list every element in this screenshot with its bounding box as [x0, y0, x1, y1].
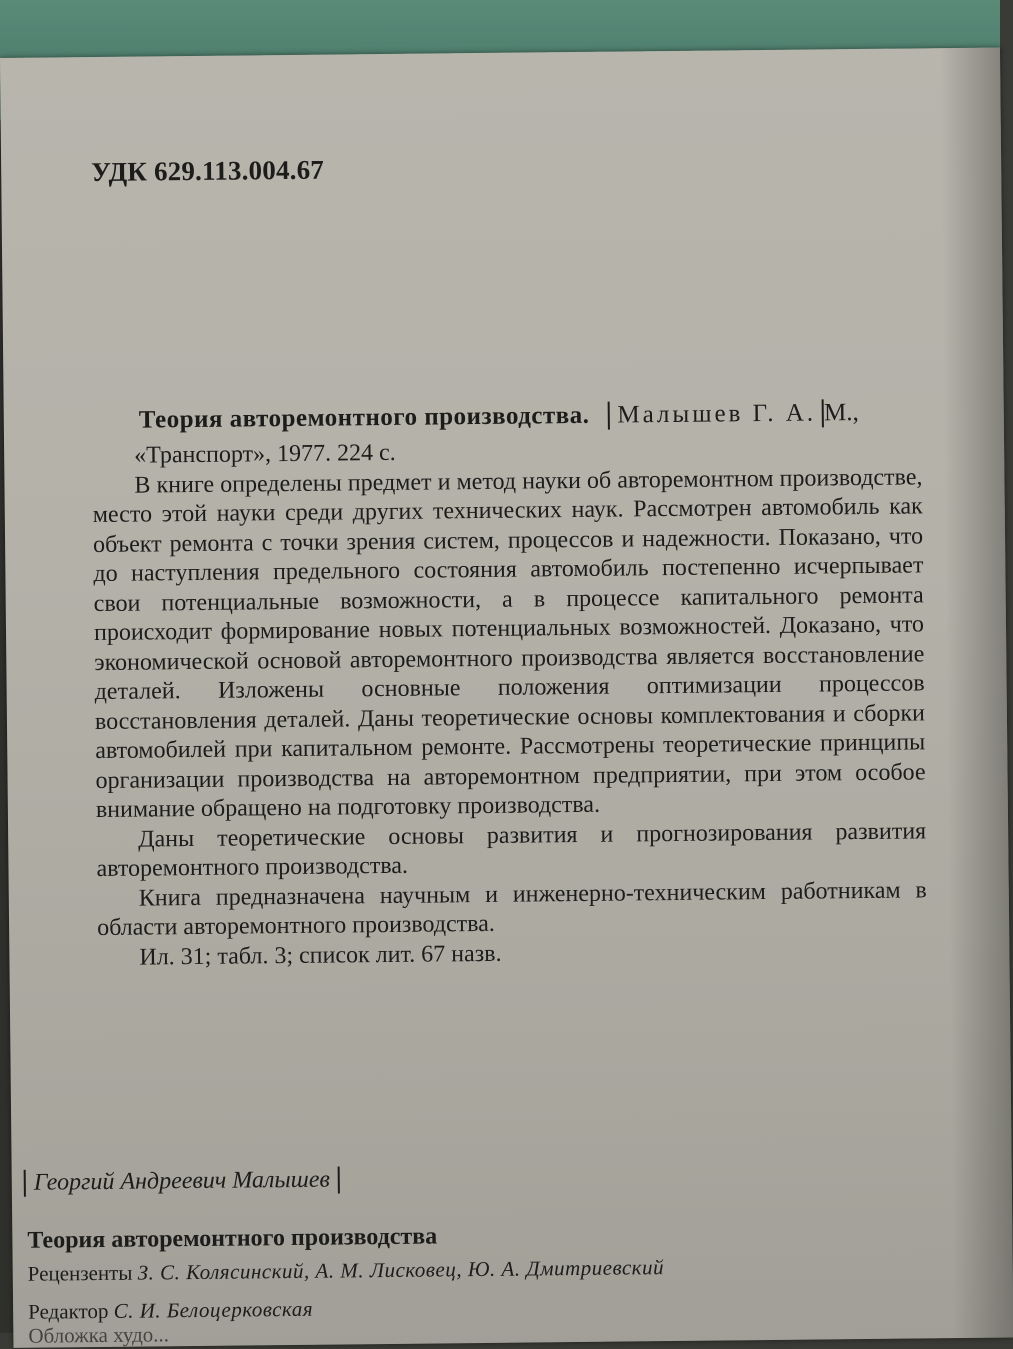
- publisher-city: М.,: [823, 399, 859, 427]
- annotation-body: [92, 433, 928, 973]
- editor-label: Редактор: [28, 1298, 109, 1324]
- editor-name: С. И. Белоцерковская: [113, 1296, 314, 1323]
- reviewers-line: [28, 1255, 665, 1287]
- publisher-line: «Транспорт», 1977. 224 с.: [134, 439, 396, 469]
- editor-line: [28, 1297, 313, 1325]
- book-page: [0, 48, 1013, 1348]
- annotation-paragraph: Даны теоретические основы развития и прогнозирования развития авторемонтного производства.: [96, 817, 927, 883]
- author-inline: Малышев Г. А.: [607, 399, 824, 429]
- book-title: Теория авторемонтного производства: [27, 1223, 438, 1254]
- annotation-paragraph: Книга предназначена научным и инженерно-техническим работникам в области авторемонтного производства.: [96, 876, 927, 942]
- illustrations-line: Ил. 31; табл. 3; список лит. 67 назв.: [139, 940, 502, 971]
- author-full-name: Георгий Андреевич Малышев: [24, 1167, 340, 1197]
- cover-credit-partial: Обложка худо...: [28, 1322, 170, 1348]
- reviewers-label: Рецензенты: [27, 1260, 133, 1286]
- udk-code: УДК 629.113.004.67: [91, 154, 325, 188]
- reviewers-names: З. С. Колясинский, А. М. Лисковец, Ю. А. Дмитриевский: [137, 1255, 665, 1285]
- book-title-inline: Теория авторемонтного производства.: [138, 401, 590, 434]
- bibliographic-title-line: [139, 399, 859, 435]
- annotation-paragraph: В книге определены предмет и метод науки об авторемонтном производстве, место этой науки среди других технических наук. Рассмотрен автомобиль как объект ремонта с точки зрения систем, процессов и надежности. Показано, что до наступления предельного состояния автомобиль постепенно исчерпывает свои потенциальные возможности, а в процессе капитального ремонта происходит формирование новых потенциальных возможностей. Доказано, что экономической основой авторемонтного производства является восстановление деталей. Изложены основные положения оптимизации процессов восстановления деталей. Даны теоретические основы комплектования и сборки автомобилей при капитальном ремонте. Рассмотрены теоретические принципы организации производства на авторемонтном предприятии, при этом особое внимание обращено на подготовку производства.: [92, 463, 926, 824]
